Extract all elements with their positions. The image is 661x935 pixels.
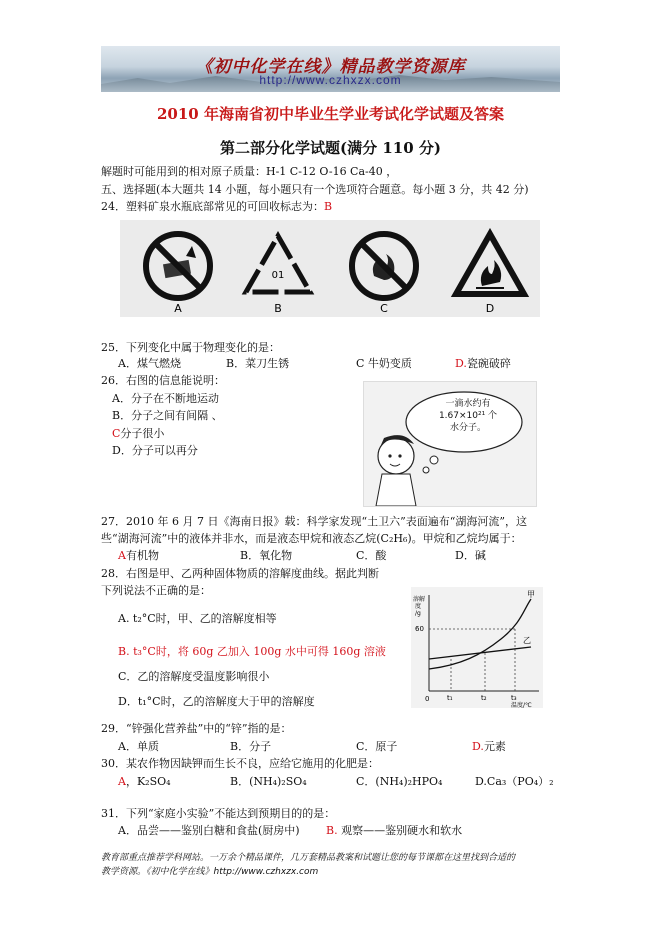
solubility-chart bbox=[411, 587, 543, 708]
q26-option-b: B．分子之间有间隔 、 bbox=[112, 409, 223, 422]
q25-stem: 25．下列变化中属于物理变化的是： bbox=[101, 341, 280, 354]
q30-option-a: A，K₂SO₄ bbox=[118, 775, 171, 788]
q26-option-d: D．分子可以再分 bbox=[112, 444, 198, 457]
banner-url: http://www.czhxzx.com bbox=[259, 73, 402, 87]
bubble-text: 一滴水约有 1.67×10²¹ 个 水分子。 bbox=[438, 399, 498, 433]
q27-option-c: C．酸 bbox=[356, 549, 387, 562]
q28-line2: 下列说法不正确的是： bbox=[101, 584, 211, 597]
q27-option-b: B．氧化物 bbox=[240, 549, 293, 562]
y-label-2: 度 bbox=[415, 603, 422, 610]
footer-line1: 教育部重点推荐学科网站。一万余个精品课件，几万套精品教案和试题让您的每节课都在这里找到合适的 bbox=[101, 853, 516, 863]
curve-yi bbox=[429, 647, 531, 659]
q26-illustration bbox=[363, 381, 537, 507]
section-title: 第二部分化学试题(满分 110 分) bbox=[220, 139, 441, 157]
q26-stem: 26．右图的信息能说明： bbox=[101, 374, 225, 387]
q28-option-b: B. t₃°C时，将 60g 乙加入 100g 水中可得 160g 溶液 bbox=[118, 645, 386, 658]
flammable-icon bbox=[450, 228, 530, 314]
q24-symbols-image bbox=[120, 220, 540, 317]
q30-option-c: C．(NH₄)₂HPO₄ bbox=[356, 775, 443, 788]
instructions: 五、选择题(本大题共 14 小题，每小题只有一个选项符合题意。每小题 3 分，共 42 分) bbox=[101, 183, 529, 196]
y-tick-60: 60 bbox=[415, 625, 424, 633]
q25-option-a: A．煤气燃烧 bbox=[118, 357, 181, 370]
q26-option-c: C分子很小 bbox=[112, 427, 165, 440]
solubility-graph bbox=[411, 587, 543, 708]
q27-line2: 些“湖海河流”中的液体并非水，而是液态甲烷和液态乙烷(C₂H₆)。甲烷和乙烷均属于： bbox=[101, 532, 522, 545]
q24-stem: 24．塑料矿泉水瓶底部常见的可回收标志为：B bbox=[101, 200, 333, 213]
q30-stem: 30．某农作物因缺钾而生长不良，应给它施用的化肥是： bbox=[101, 757, 379, 770]
curve-jia bbox=[429, 599, 531, 669]
q30-option-d: D.Ca₃（PO₄）₂ bbox=[475, 775, 554, 788]
document-title: 2010 年海南省初中毕业生学业考试化学试题及答案 bbox=[157, 105, 504, 123]
banner-title: 《初中化学在线》精品教学资源库 bbox=[195, 57, 466, 77]
q27-option-d: D．碱 bbox=[455, 549, 486, 562]
q24-label-d: D bbox=[485, 302, 495, 314]
recycle-icon bbox=[238, 228, 318, 314]
q31-option-b: B. 观察——鉴别硬水和软水 bbox=[326, 824, 463, 837]
q24-label-c: C bbox=[380, 302, 388, 314]
q24-answer: B bbox=[324, 200, 333, 213]
q28-option-c: C．乙的溶解度受温度影响很小 bbox=[118, 670, 270, 683]
x-tick-t3: t₃ bbox=[511, 694, 517, 702]
q29-option-c: C．原子 bbox=[356, 740, 398, 753]
origin-label: 0 bbox=[425, 695, 430, 703]
q28-line1: 28．右图是甲、乙两种固体物质的溶解度曲线。据此判断 bbox=[101, 567, 379, 580]
y-label-3: /g bbox=[415, 610, 421, 617]
label-jia: 甲 bbox=[527, 590, 535, 599]
y-label-1: 溶解 bbox=[413, 596, 426, 603]
q31-option-a: A．品尝——鉴别白糖和食盐(厨房中) bbox=[118, 824, 300, 837]
footer bbox=[101, 851, 561, 879]
no-smoking-icon bbox=[344, 228, 424, 314]
recycle-code: 01 bbox=[271, 270, 285, 281]
q29-option-d: D.元素 bbox=[472, 740, 506, 753]
q29-stem: 29．“锌强化营养盐”中的“锌”指的是： bbox=[101, 722, 292, 735]
footer-line2: 教学资源。《初中化学在线》http://www.czhxzx.com bbox=[101, 867, 319, 877]
q28-option-a: A. t₂°C时，甲、乙的溶解度相等 bbox=[118, 612, 277, 625]
x-tick-t1: t₁ bbox=[447, 694, 453, 702]
no-fire-icon bbox=[138, 228, 218, 314]
header-banner bbox=[101, 46, 560, 92]
x-axis-label: 温度/℃ bbox=[511, 702, 532, 708]
q26-option-a: A．分子在不断地运动 bbox=[112, 392, 219, 405]
q27-option-a: A有机物 bbox=[118, 549, 159, 562]
atomic-masses: 解题时可能用到的相对原子质量：H-1 C-12 O-16 Ca-40 ， bbox=[101, 165, 398, 178]
q25-option-c: C 牛奶变质 bbox=[356, 357, 412, 370]
label-yi: 乙 bbox=[523, 636, 531, 645]
q30-option-b: B．(NH₄)₂SO₄ bbox=[230, 775, 307, 788]
q25-option-b: B．菜刀生锈 bbox=[226, 357, 290, 370]
q28-option-d: D．t₁°C时，乙的溶解度大于甲的溶解度 bbox=[118, 695, 315, 708]
q31-stem: 31．下列“家庭小实验”不能达到预期目的的是： bbox=[101, 807, 336, 820]
x-tick-t2: t₂ bbox=[481, 694, 487, 702]
q24-label-a: A bbox=[174, 302, 182, 314]
q25-option-d: D.瓷碗破碎 bbox=[455, 357, 511, 370]
q29-option-a: A．单质 bbox=[118, 740, 159, 753]
q27-line1: 27．2010 年 6 月 7 日《海南日报》载：科学家发现“土卫六”表面遍布“湖海河流”，这 bbox=[101, 515, 527, 528]
q24-label-b: B bbox=[274, 302, 282, 314]
q29-option-b: B．分子 bbox=[230, 740, 272, 753]
